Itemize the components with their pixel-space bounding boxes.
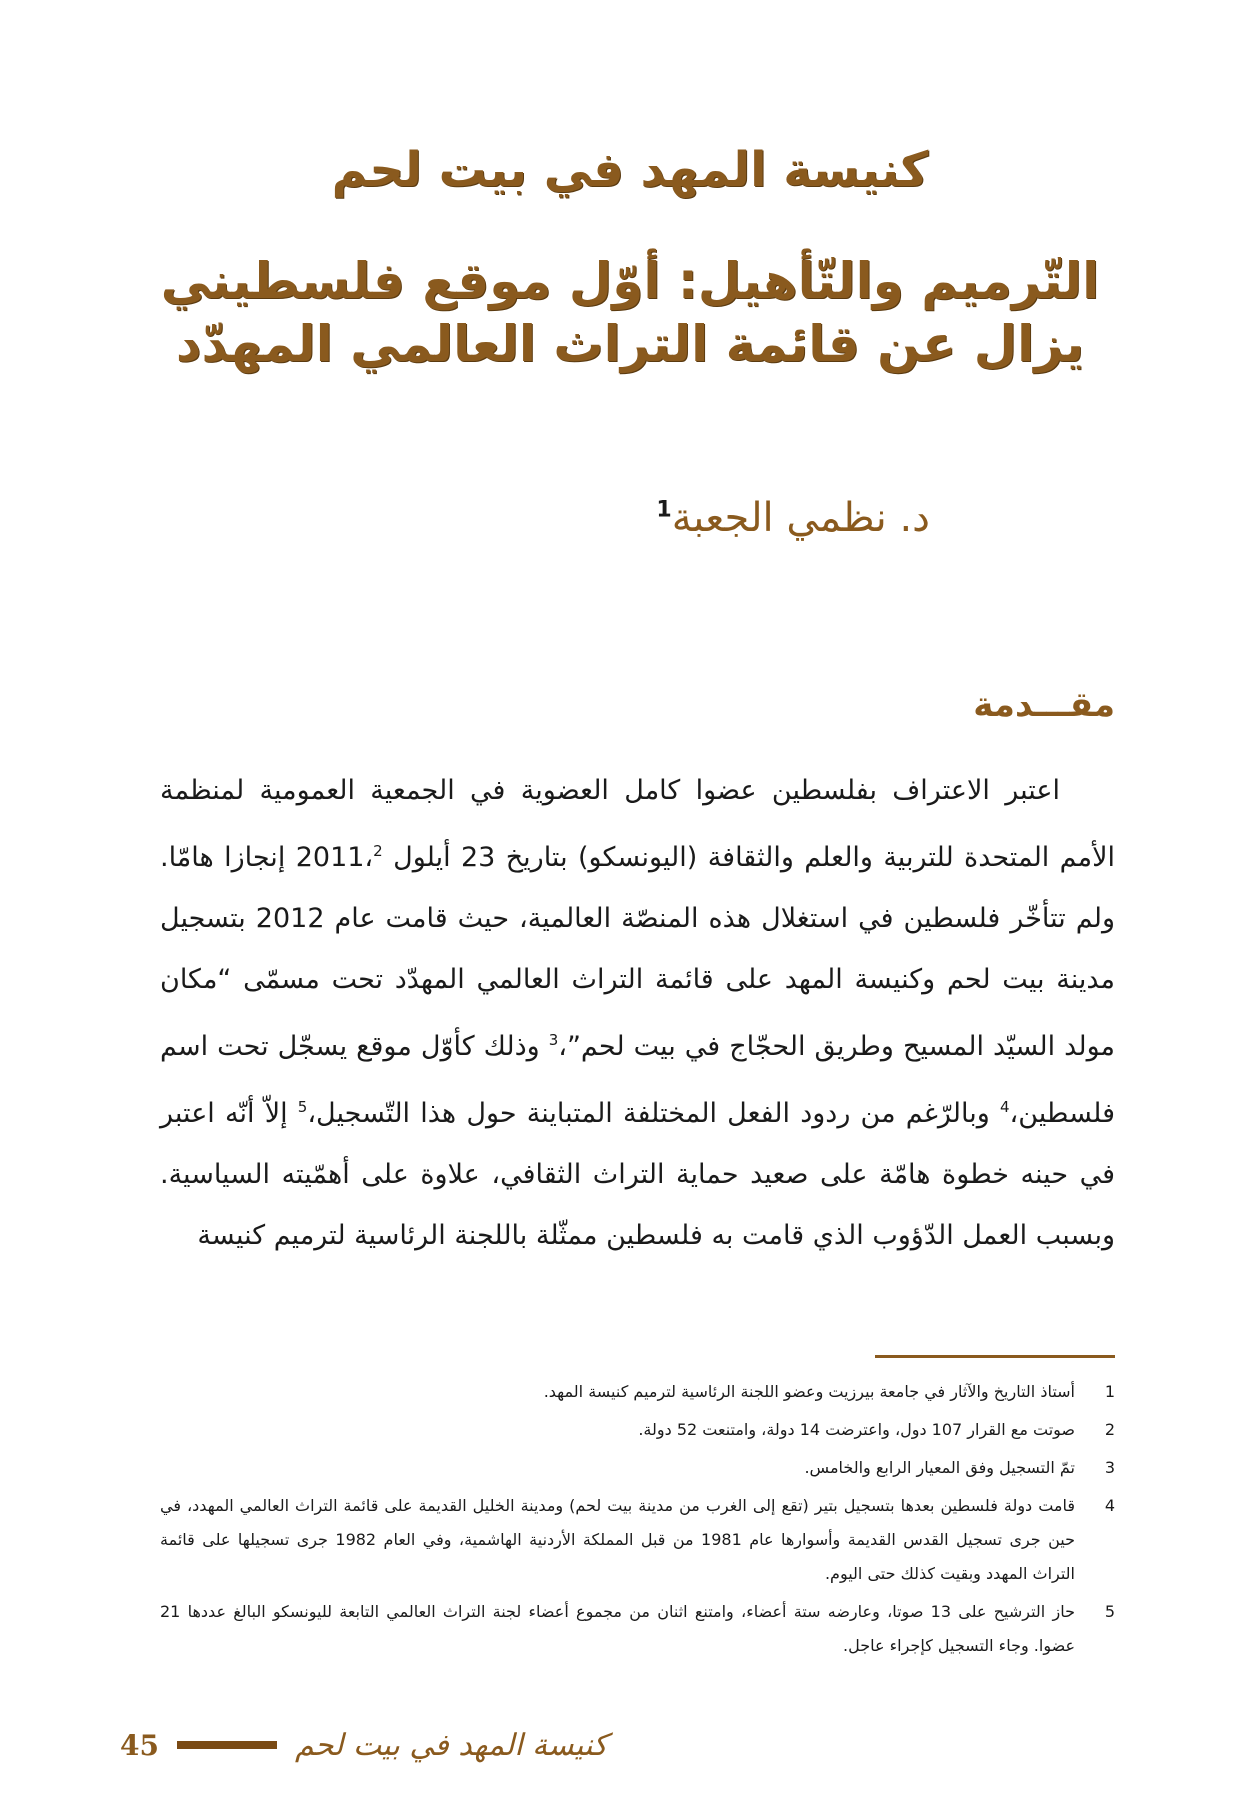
body-paragraph	[160, 760, 1115, 1266]
footnote-text: صوتت مع القرار 107 دول، واعترضت 14 دولة، وامتنعت 52 دولة.	[638, 1420, 1075, 1439]
page-footer	[120, 1725, 607, 1765]
page-number: 45	[120, 1728, 159, 1762]
title-block	[150, 140, 1110, 375]
main-title: كنيسة المهد في بيت لحم	[331, 142, 929, 198]
footnote-ref[interactable]: 4	[999, 1098, 1010, 1116]
body-segment: إنجازا هامّا. ولم تتأخّر فلسطين في استغلال هذه المنصّة العالمية، حيث قامت عام 2012 بتسجيل مدينة بيت لحم وكنيسة المهد على قائمة التراث العالمي المهدّد تحت مسمّى “مكان مولد السيّد المسيح وطريق الحجّاج في بيت لحم”،	[160, 842, 1116, 1062]
author-footnote-ref[interactable]: 1	[656, 497, 672, 523]
footnote-ref[interactable]: 2	[373, 842, 383, 860]
running-title: كنيسة المهد في بيت لحم	[294, 1727, 608, 1763]
section-heading: مقـــدمة	[973, 685, 1115, 725]
footnotes	[160, 1375, 1115, 1667]
footnote-text: قامت دولة فلسطين بعدها بتسجيل بتير (تقع إلى الغرب من مدينة بيت لحم) ومدينة الخليل القديمة على قائمة التراث العالمي المهدد، في حين جرى تسجيل القدس القديمة وأسوارها عام 1981 من قبل المملكة الأردنية الهاشمية، وفي العام 1982 جرى تسجيلها على قائمة التراث المهدد وبقيت كذلك حتى اليوم.	[160, 1496, 1076, 1583]
footnote-number: 3	[1104, 1458, 1115, 1477]
footnote-ref[interactable]: 3	[548, 1031, 559, 1049]
author-byline	[656, 495, 930, 541]
footnote-item	[160, 1595, 1115, 1663]
body-segment: اعتبر الاعتراف بفلسطين عضوا كامل العضوية في الجمعية العمومية لمنظمة الأمم المتحدة للتربية والعلم والثقافة (اليونسكو) بتاريخ 23 أيلول 2011،	[160, 775, 1116, 873]
footnote-number: 4	[1104, 1496, 1115, 1515]
footnote-item	[160, 1375, 1115, 1409]
body-segment: وبالرّغم من ردود الفعل المختلفة المتباينة حول هذا التّسجيل،	[307, 1098, 1000, 1129]
footnote-text: أستاذ التاريخ والآثار في جامعة بيرزيت وعضو اللجنة الرئاسية لترميم كنيسة المهد.	[543, 1382, 1075, 1401]
footnote-item	[160, 1489, 1115, 1591]
footnote-number: 5	[1104, 1602, 1115, 1621]
footnote-text: تمّ التسجيل وفق المعيار الرابع والخامس.	[804, 1458, 1075, 1477]
footnote-number: 2	[1104, 1420, 1115, 1439]
body-segment: إلاّ أنّه اعتبر في حينه خطوة هامّة على صعيد حماية التراث الثقافي، علاوة على أهمّيته السياسية. وبسبب العمل الدّؤوب الذي قامت به فلسطين ممثّلة باللجنة الرئاسية لترميم كنيسة	[160, 1098, 1115, 1251]
footnote-number: 1	[1104, 1382, 1115, 1401]
body-text	[160, 760, 1115, 1266]
footer-bar	[177, 1741, 277, 1749]
footnote-ref[interactable]: 5	[297, 1098, 308, 1116]
subtitle-line-1: التّرميم والتّأهيل: أوّل موقع فلسطيني	[160, 252, 1100, 310]
subtitle-line-2: يزال عن قائمة التراث العالمي المهدّد	[175, 314, 1085, 373]
footnote-divider	[875, 1355, 1115, 1358]
body-segment: وذلك كأوّل موقع يسجّل تحت اسم فلسطين،	[160, 1031, 1115, 1129]
footnote-item	[160, 1413, 1115, 1447]
footnote-text: حاز الترشيح على 13 صوتا، وعارضه ستة أعضاء، وامتنع اثنان من مجموع أعضاء لجنة التراث العالمي التابعة لليونسكو البالغ عددها 21 عضوا. وجاء التسجيل كإجراء عاجل.	[160, 1602, 1076, 1655]
footnote-item	[160, 1451, 1115, 1485]
author-name: د. نظمي الجعبة	[671, 495, 930, 541]
